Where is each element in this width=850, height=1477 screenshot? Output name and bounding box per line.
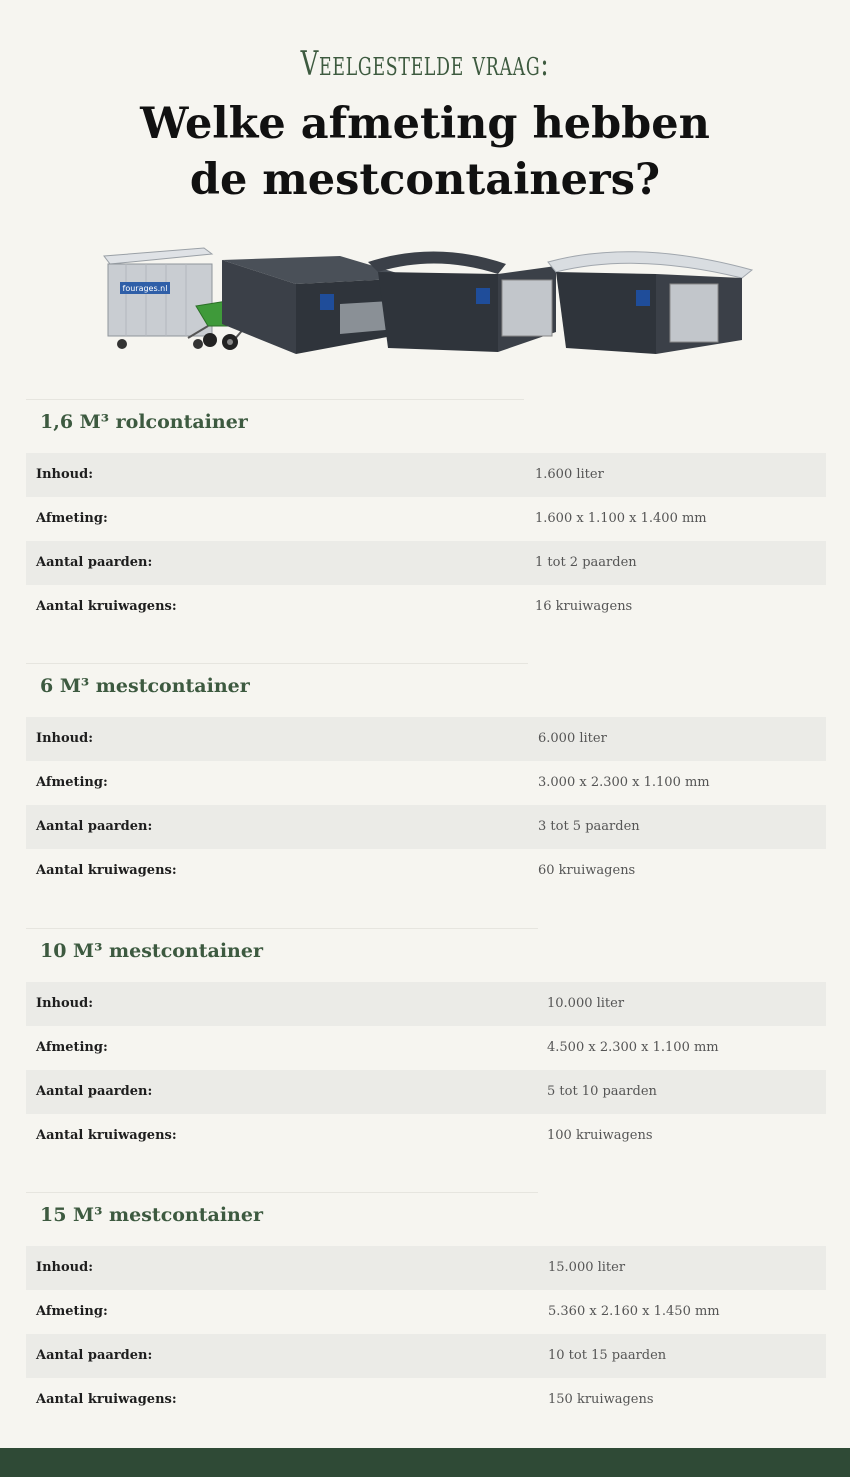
table-row bbox=[26, 761, 826, 805]
spec-value: 60 kruiwagens bbox=[538, 863, 636, 878]
table-row bbox=[26, 849, 826, 893]
table-row bbox=[26, 982, 826, 1026]
spec-label: Afmeting: bbox=[36, 1304, 108, 1319]
table-row bbox=[26, 1334, 826, 1378]
spec-value: 1.600 liter bbox=[535, 467, 604, 482]
hero-logo-text: fourages.nl bbox=[122, 284, 168, 293]
spec-table bbox=[26, 1246, 826, 1422]
section-title: 6 M³ mestcontainer bbox=[40, 675, 250, 697]
mestcontainer-10-image bbox=[368, 251, 556, 352]
table-row bbox=[26, 541, 826, 585]
spec-value: 10.000 liter bbox=[547, 996, 625, 1011]
page-title-line-1: Welke afmeting hebben bbox=[140, 99, 710, 149]
spec-label: Aantal kruiwagens: bbox=[36, 1128, 177, 1143]
spec-label: Aantal kruiwagens: bbox=[36, 863, 177, 878]
spec-table bbox=[26, 453, 826, 629]
spec-label: Afmeting: bbox=[36, 775, 108, 790]
spec-value: 10 tot 15 paarden bbox=[548, 1348, 667, 1363]
spec-label: Inhoud: bbox=[36, 731, 93, 746]
section-title: 15 M³ mestcontainer bbox=[40, 1204, 263, 1226]
table-row bbox=[26, 453, 826, 497]
section-divider bbox=[26, 663, 528, 664]
spec-value: 6.000 liter bbox=[538, 731, 607, 746]
table-row bbox=[26, 1246, 826, 1290]
spec-value: 5.360 x 2.160 x 1.450 mm bbox=[548, 1304, 720, 1319]
spec-value: 5 tot 10 paarden bbox=[547, 1084, 657, 1099]
spec-value: 150 kruiwagens bbox=[548, 1392, 654, 1407]
footer-bar bbox=[0, 1448, 850, 1477]
spec-label: Aantal kruiwagens: bbox=[36, 1392, 177, 1407]
table-row bbox=[26, 1070, 826, 1114]
spec-label: Inhoud: bbox=[36, 467, 93, 482]
page-title bbox=[0, 96, 850, 208]
section-title: 10 M³ mestcontainer bbox=[40, 940, 263, 962]
section-divider bbox=[26, 1192, 538, 1193]
section-title: 1,6 M³ rolcontainer bbox=[40, 411, 248, 433]
spec-table bbox=[26, 982, 826, 1158]
spec-value: 15.000 liter bbox=[548, 1260, 626, 1275]
table-row bbox=[26, 1378, 826, 1422]
spec-value: 1.600 x 1.100 x 1.400 mm bbox=[535, 511, 707, 526]
table-row bbox=[26, 585, 826, 629]
spec-value: 1 tot 2 paarden bbox=[535, 555, 637, 570]
spec-label: Afmeting: bbox=[36, 1040, 108, 1055]
containers-illustration bbox=[96, 244, 756, 360]
table-row bbox=[26, 1290, 826, 1334]
spec-label: Inhoud: bbox=[36, 996, 93, 1011]
table-row bbox=[26, 717, 826, 761]
spec-value: 3 tot 5 paarden bbox=[538, 819, 640, 834]
spec-value: 16 kruiwagens bbox=[535, 599, 633, 614]
table-row bbox=[26, 805, 826, 849]
spec-label: Aantal paarden: bbox=[36, 1084, 153, 1099]
table-row bbox=[26, 497, 826, 541]
page-title-line-2: de mestcontainers? bbox=[189, 155, 661, 205]
spec-label: Aantal paarden: bbox=[36, 819, 153, 834]
mestcontainer-15-image bbox=[548, 252, 752, 354]
table-row bbox=[26, 1026, 826, 1070]
spec-value: 100 kruiwagens bbox=[547, 1128, 653, 1143]
spec-label: Inhoud: bbox=[36, 1260, 93, 1275]
spec-table bbox=[26, 717, 826, 893]
spec-label: Aantal paarden: bbox=[36, 555, 153, 570]
section-divider bbox=[26, 928, 538, 929]
table-row bbox=[26, 1114, 826, 1158]
spec-label: Aantal kruiwagens: bbox=[36, 599, 177, 614]
section-divider bbox=[26, 399, 524, 400]
eyebrow-text: Veelgestelde vraag: bbox=[300, 44, 550, 84]
spec-value: 4.500 x 2.300 x 1.100 mm bbox=[547, 1040, 719, 1055]
spec-label: Aantal paarden: bbox=[36, 1348, 153, 1363]
spec-value: 3.000 x 2.300 x 1.100 mm bbox=[538, 775, 710, 790]
spec-label: Afmeting: bbox=[36, 511, 108, 526]
